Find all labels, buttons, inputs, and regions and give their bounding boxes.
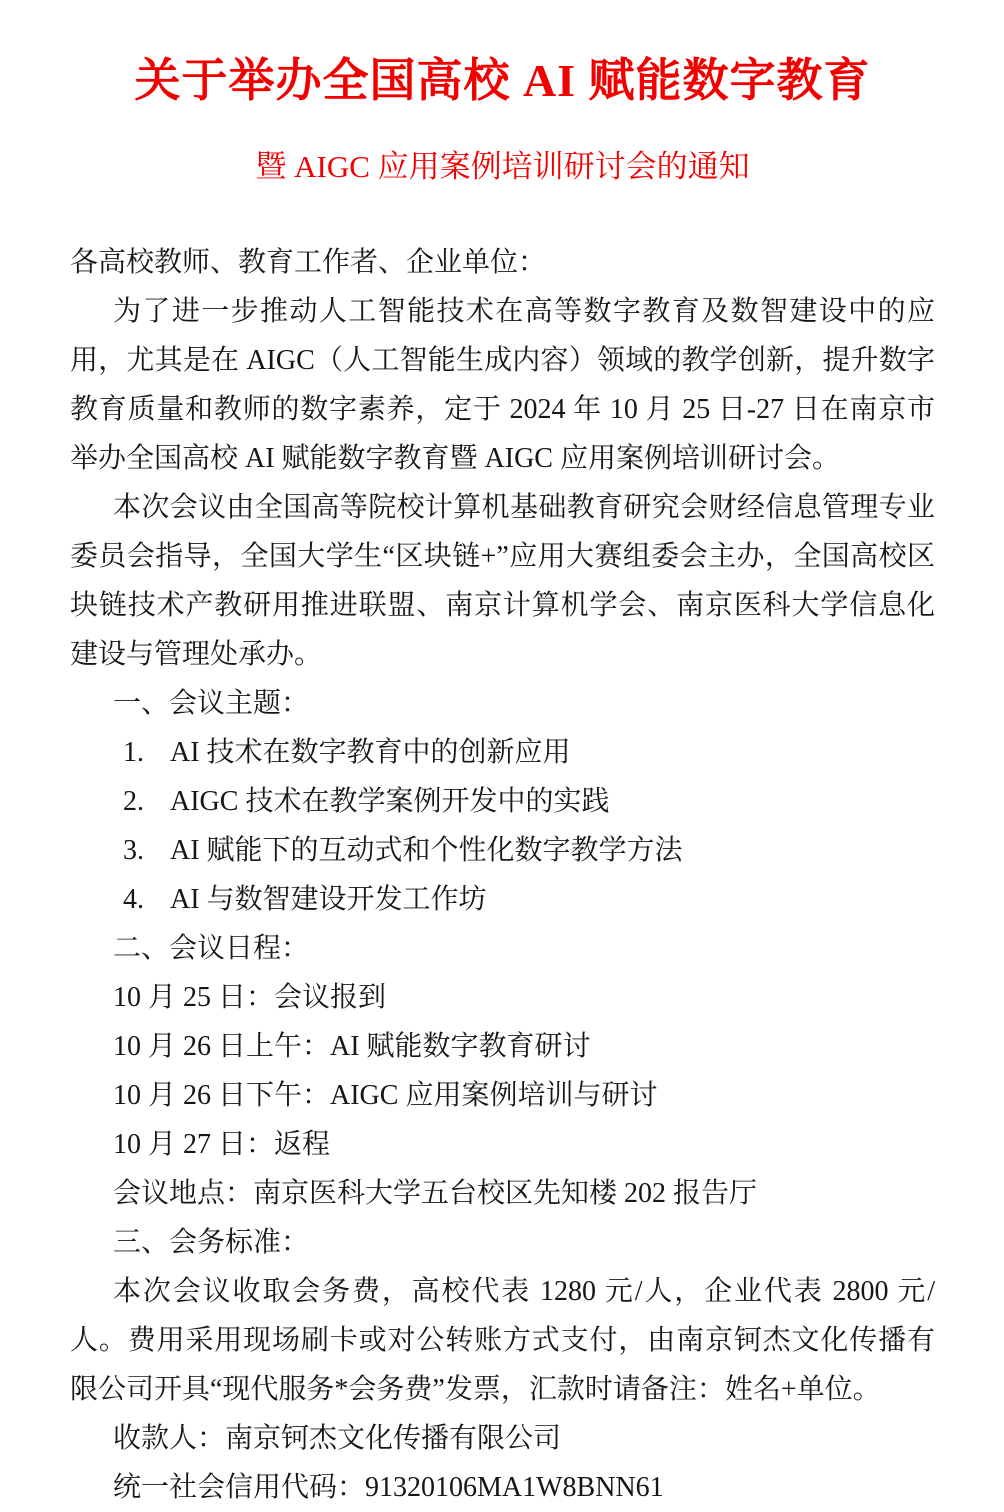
topics-section-heading: 一、会议主题： — [113, 688, 310, 719]
venue-line: 会议地点：南京医科大学五台校区先知楼 202 报告厅 — [113, 1178, 758, 1209]
schedule-item-4: 10 月 27 日：返程 — [113, 1129, 331, 1160]
topic-text-3: AI 赋能下的互动式和个性化数字教学方法 — [170, 835, 683, 866]
credit-code-line: 统一社会信用代码：91320106MA1W8BNN61 — [113, 1472, 664, 1503]
topic-text-1: AI 技术在数字教育中的创新应用 — [170, 737, 571, 768]
fee-paragraph: 本次会议收取会务费，高校代表 1280 元/人，企业代表 2800 元/人。费用采用现场刷卡或对公转账方式支付，由南京钶杰文化传播有限公司开具“现代服务*会务费”发票，汇款时请备注：姓名+单位。 — [70, 1276, 935, 1405]
payee-line: 收款人：南京钶杰文化传播有限公司 — [113, 1423, 562, 1454]
schedule-item-2: 10 月 26 日上午：AI 赋能数字教育研讨 — [113, 1031, 591, 1062]
intro-paragraph: 为了进一步推动人工智能技术在高等数字教育及数智建设中的应用，尤其是在 AIGC（人工智能生成内容）领域的教学创新，提升数字教育质量和教师的数字素养，定于 2024 年 10 月 25 日-27 日在南京市举办全国高校 AI 赋能数字教育暨 AIGC 应用案例培训研讨会。 — [70, 296, 935, 474]
document-title: 关于举办全国高校 AI 赋能数字教育 — [134, 55, 871, 106]
topic-item-2 — [70, 777, 935, 826]
schedule-section-heading: 二、会议日程： — [113, 933, 310, 964]
salutation-line: 各高校教师、教育工作者、企业单位： — [70, 247, 547, 278]
fees-section-heading: 三、会务标准： — [113, 1227, 310, 1258]
topic-item-1 — [70, 728, 935, 777]
topic-item-3 — [70, 826, 935, 875]
topic-text-2: AIGC 技术在教学案例开发中的实践 — [170, 786, 610, 817]
topic-number-1: 1. — [123, 737, 144, 768]
topic-number-2: 2. — [123, 786, 144, 817]
organizers-paragraph: 本次会议由全国高等院校计算机基础教育研究会财经信息管理专业委员会指导，全国大学生“区块链+”应用大赛组委会主办，全国高校区块链技术产教研用推进联盟、南京计算机学会、南京医科大学信息化建设与管理处承办。 — [70, 492, 935, 670]
schedule-item-1: 10 月 25 日：会议报到 — [113, 982, 387, 1013]
topic-item-4 — [70, 875, 935, 924]
document-subtitle: 暨 AIGC 应用案例培训研讨会的通知 — [255, 149, 750, 184]
schedule-item-3: 10 月 26 日下午：AIGC 应用案例培训与研讨 — [113, 1080, 658, 1111]
topic-number-3: 3. — [123, 835, 144, 866]
document-body — [70, 238, 935, 1512]
topic-text-4: AI 与数智建设开发工作坊 — [170, 884, 487, 915]
topic-number-4: 4. — [123, 884, 144, 915]
